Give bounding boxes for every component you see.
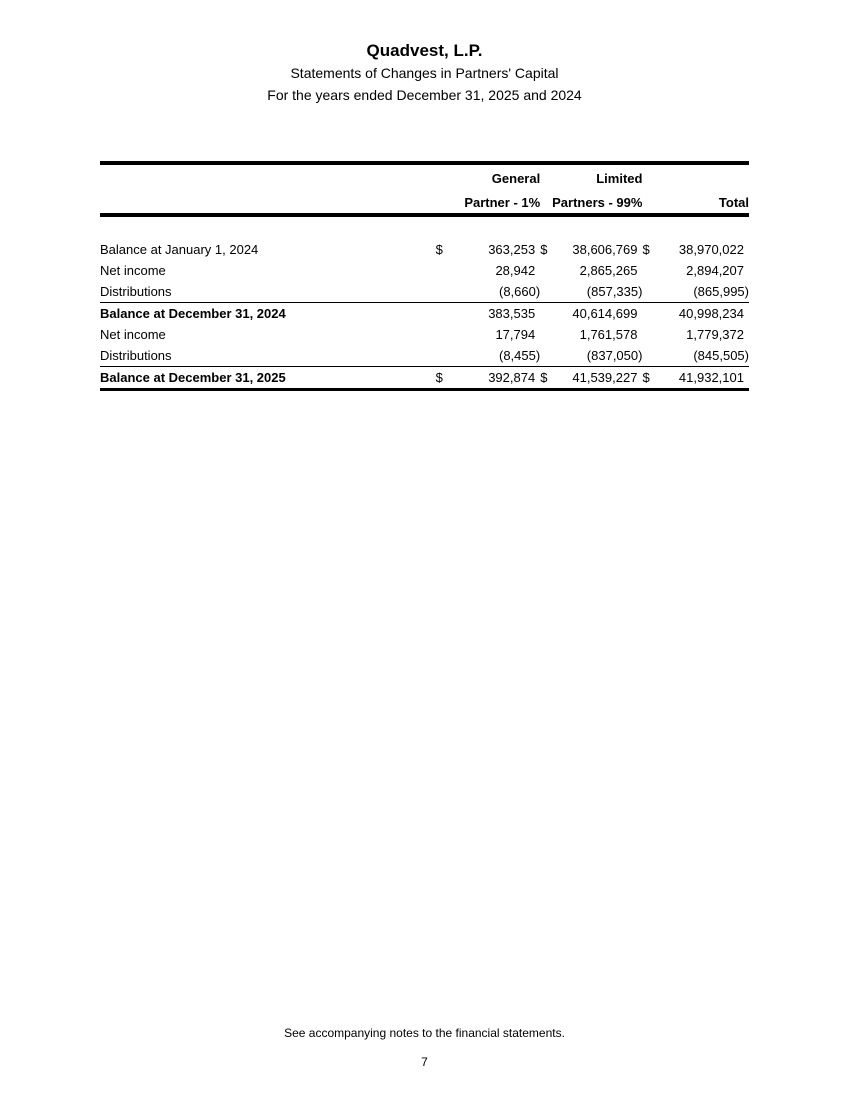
general-partner-header-line1: General [447, 163, 540, 191]
table-row-total [100, 367, 749, 390]
row-label: Balance at January 1, 2024 [100, 242, 259, 257]
document-header [0, 40, 849, 106]
table-row [100, 281, 749, 303]
limited-partners-value: 40,614,699 [572, 306, 638, 321]
footer-note: See accompanying notes to the financial statements. [284, 1026, 565, 1040]
statement-period: For the years ended December 31, 2025 and 2024 [267, 87, 582, 103]
currency-symbol: $ [435, 242, 443, 257]
row-label: Distributions [100, 345, 436, 367]
limited-partners-value: 38,606,769 [572, 242, 638, 257]
table-row [100, 239, 749, 260]
currency-symbol: $ [642, 367, 654, 390]
currency-symbol: $ [540, 242, 548, 257]
statement-title: Statements of Changes in Partners' Capital [290, 65, 559, 81]
total-value: 41,932,101 [654, 367, 749, 390]
row-label: Distributions [100, 281, 436, 303]
page-number: 7 [421, 1055, 428, 1069]
total-value: (845,505) [654, 345, 749, 367]
general-partner-value: 392,874 [447, 367, 540, 390]
row-label: Balance at December 31, 2025 [100, 367, 436, 390]
general-partner-value: 383,535 [488, 306, 536, 321]
limited-partners-value: (837,050) [552, 345, 642, 367]
general-partner-value: (8,455) [447, 345, 540, 367]
total-value: 40,998,234 [678, 306, 744, 321]
total-header: Total [654, 191, 749, 215]
partners-capital-table [100, 161, 749, 391]
table-row [100, 260, 749, 281]
currency-symbol: $ [436, 367, 448, 390]
general-partner-header-line2: Partner - 1% [447, 191, 540, 215]
company-name: Quadvest, L.P. [366, 41, 483, 60]
total-value: 1,779,372 [686, 327, 744, 342]
total-value: (865,995) [654, 281, 749, 303]
row-label: Net income [100, 327, 166, 342]
currency-symbol: $ [540, 367, 552, 390]
general-partner-value: 363,253 [488, 242, 536, 257]
column-header-row-1 [100, 163, 749, 191]
limited-partners-value: (857,335) [552, 281, 642, 303]
limited-partners-value: 2,865,265 [579, 263, 638, 278]
limited-partners-header-line2: Partners - 99% [552, 191, 642, 215]
row-label: Balance at December 31, 2024 [100, 306, 286, 321]
table-row [100, 345, 749, 367]
column-header-row-2 [100, 191, 749, 215]
table-row [100, 324, 749, 345]
general-partner-value: 17,794 [495, 327, 536, 342]
total-value: 38,970,022 [678, 242, 744, 257]
currency-symbol: $ [642, 242, 650, 257]
limited-partners-value: 1,761,578 [579, 327, 638, 342]
limited-partners-header-line1: Limited [552, 163, 642, 191]
general-partner-value: (8,660) [447, 281, 540, 303]
limited-partners-value: 41,539,227 [552, 367, 642, 390]
spacer-row [100, 215, 749, 239]
total-value: 2,894,207 [686, 263, 744, 278]
general-partner-value: 28,942 [495, 263, 536, 278]
table-row-subtotal [100, 303, 749, 325]
row-label: Net income [100, 263, 166, 278]
